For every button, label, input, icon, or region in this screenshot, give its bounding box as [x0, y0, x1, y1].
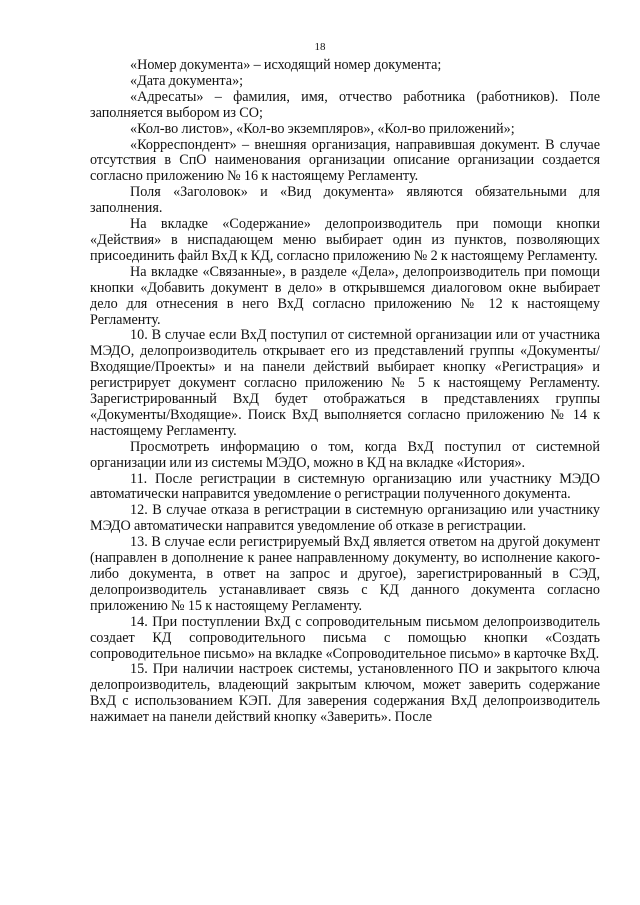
paragraph-addressees: «Адресаты» – фамилия, имя, отчество работника (работников). Поле заполняется выбором из СО; [90, 88, 600, 121]
paragraph-content-tab: На вкладке «Содержание» делопроизводитель при помощи кнопки «Действия» в ниспадающем меню выбирает один из пунктов, позволяющих присоединить файл ВхД к КД, согласно приложению № 2 к настоящему Регламенту. [90, 216, 600, 264]
paragraph-item-10: 10. В случае если ВхД поступил от системной организации или от участника МЭДО, делопроизводитель открывает его из представлений группы «Документы/Входящие/Проекты» и на панели действий выбирает кнопку «Регистрация» и регистрирует документ согласно приложению № 5 к настоящему Регламенту. Зарегистрированный ВхД будет отображаться в представлениях группы «Документы/Входящие». Поиск ВхД выполняется согласно приложению № 14 к настоящему Регламенту. [90, 327, 600, 439]
paragraph-correspondent: «Корреспондент» – внешняя организация, направившая документ. В случае отсутствия в СпО наименования организации описание организации создается согласно приложению № 16 к настоящему Регламенту. [90, 136, 600, 185]
paragraph-item-15: 15. При наличии настроек системы, установленного ПО и закрытого ключа делопроизводитель, владеющий закрытым ключом, может заверить содержание ВхД с использованием КЭП. Для заверения содержания ВхД делопроизводитель нажимает на панели действий кнопку «Заверить». После [90, 661, 600, 726]
paragraph-doc-date: «Дата документа»; [130, 72, 244, 89]
paragraph-item-11: 11. После регистрации в системную организацию или участнику МЭДО автоматически направится уведомление о регистрации полученного документа. [90, 470, 600, 503]
paragraph-required-fields: Поля «Заголовок» и «Вид документа» являются обязательными для заполнения. [90, 184, 600, 217]
paragraph-history: Просмотреть информацию о том, когда ВхД поступил от системной организации или из системы МЭДО, можно в КД на вкладке «История». [90, 438, 600, 471]
paragraph-item-13: 13. В случае если регистрируемый ВхД является ответом на другой документ (направлен в дополнение к ранее направленному документу, во исполнение какого-либо документа, в ответ на запрос и другое), зарегистрированный в СЭД, делопроизводитель устанавливает связь с КД данного документа согласно приложению № 15 к настоящему Регламенту. [90, 534, 600, 614]
paragraph-item-12: 12. В случае отказа в регистрации в системную организацию или участнику МЭДО автоматически направится уведомление об отказе в регистрации. [90, 502, 600, 535]
page-number: 18 [314, 41, 326, 53]
document-body [90, 58, 600, 726]
paragraph-counts: «Кол-во листов», «Кол-во экземпляров», «Кол-во приложений»; [130, 120, 515, 137]
paragraph-related-tab: На вкладке «Связанные», в разделе «Дела», делопроизводитель при помощи кнопки «Добавить документ в дело» в открывшемся диалоговом окне выбирает дело для отнесения в него ВхД согласно приложению № 12 к настоящему Регламенту. [90, 263, 600, 328]
paragraph-item-14: 14. При поступлении ВхД с сопроводительным письмом делопроизводитель создает КД сопроводительного письма с помощью кнопки «Создать сопроводительное письмо» на вкладке «Сопроводительное письмо» в карточке ВхД. [90, 613, 600, 662]
paragraph-doc-number: «Номер документа» – исходящий номер документа; [130, 57, 442, 73]
